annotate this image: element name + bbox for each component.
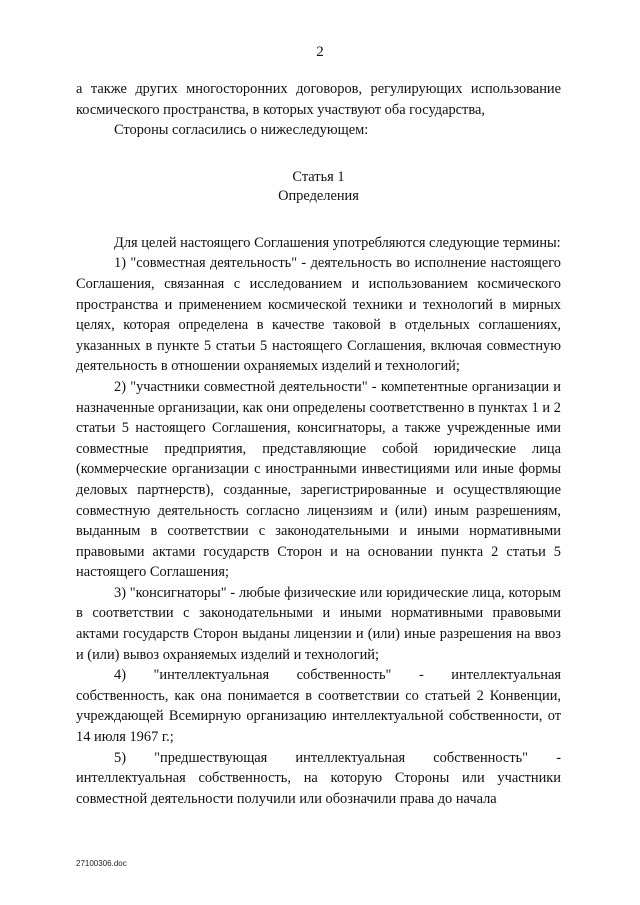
article-heading <box>76 168 561 206</box>
intro-paragraph: а также других многосторонних договоров, регулирующих использование космического пространства, в которых участвуют оба государства, <box>76 81 561 118</box>
definition-item-3: 3) "консигнаторы" - любые физические или юридические лица, которым в соответствии с законодательными и иными нормативными правовыми актами государств Сторон выданы лицензии и (или) иные разрешения на ввоз и (или) вывоз охраняемых изделий и технологий; <box>76 584 561 663</box>
page-number: 2 <box>316 44 324 60</box>
definition-item-1: 1) "совместная деятельность" - деятельность во исполнение настоящего Соглашения, связанная с исследованием и использованием космического пространства и применением космической техники и технологий в мирных целях, которая определена в качестве таковой в отдельных соглашениях, указанных в пункте 5 статьи 5 настоящего Соглашения, включая совместную деятельность в отношении охраняемых изделий и технологий; <box>76 255 561 375</box>
definitions-intro: Для целей настоящего Соглашения употребляются следующие термины: <box>114 234 561 251</box>
agreement-line: Стороны согласились о нижеследующем: <box>114 122 369 139</box>
article-title: Статья 1 <box>292 168 345 185</box>
definition-item-4: 4) "интеллектуальная собственность" - интеллектуальная собственность, как она понимается в соответствии со статьей 2 Конвенции, учреждающей Всемирную организацию интеллектуальной собственности, от 14 июля 1967 г.; <box>76 667 561 746</box>
article-subtitle: Определения <box>278 187 359 204</box>
definition-item-5: 5) "предшествующая интеллектуальная собственность" - интеллектуальная собственность, на которую Стороны или участники совместной деятельности получили или обозначили права до начала <box>76 749 561 807</box>
definition-item-2: 2) "участники совместной деятельности" - компетентные организации и назначенные организации, как они определены соответственно в пунктах 1 и 2 статьи 5 настоящего Соглашения, консигнаторы, а также учрежденные ими совместные предприятия, представляющие собой юридические лица (коммерческие организации с иностранными инвестициями или иные формы деловых партнерств), созданные, зарегистрированные и осуществляющие совместную деятельность согласно лицензиям и (или) иным разрешениям, выданным в соответствии с законодательными и иными нормативными правовыми актами государств Сторон и на основании пункта 2 статьи 5 настоящего Соглашения; <box>76 378 561 581</box>
footer-filename: 27100306.doc <box>76 859 127 868</box>
document-body <box>76 79 561 809</box>
